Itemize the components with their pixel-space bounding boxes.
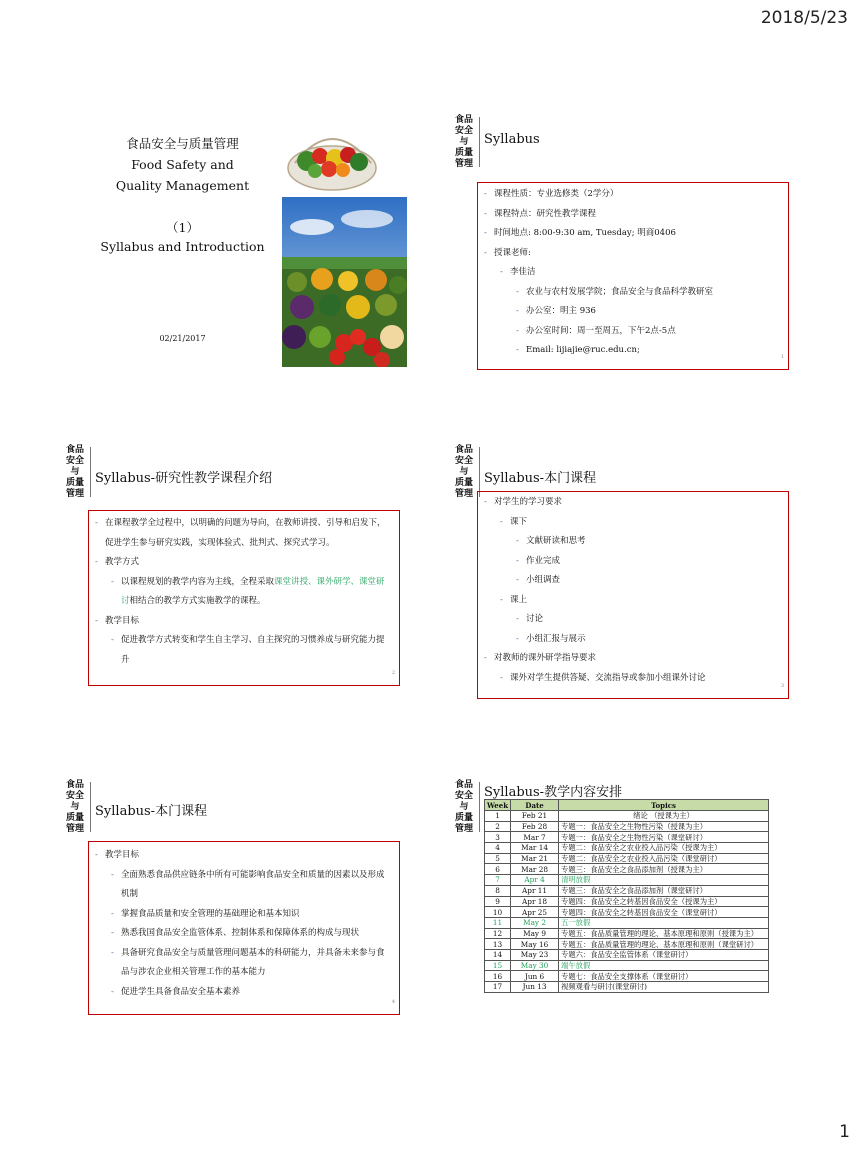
- slide-heading: Syllabus: [484, 132, 540, 147]
- schedule-table-wrap: [484, 799, 769, 993]
- table-row: [485, 917, 769, 928]
- date-cell: Feb 21: [511, 811, 559, 822]
- slide-number: 4: [391, 998, 395, 1005]
- date-cell: Mar 7: [511, 832, 559, 843]
- topic-cell: 端午放假: [559, 960, 769, 971]
- week-cell: 13: [485, 939, 511, 950]
- date-cell: May 16: [511, 939, 559, 950]
- date-cell: Feb 28: [511, 821, 559, 832]
- vegetable-basket-image: [285, 123, 380, 198]
- week-cell: 4: [485, 843, 511, 854]
- date-cell: May 9: [511, 928, 559, 939]
- table-row: [485, 928, 769, 939]
- course-title-en-line1: Food Safety and: [131, 157, 234, 172]
- topic-cell: 专题三：食品安全之食品添加剂（授课为主）: [559, 864, 769, 875]
- list-item: - 以课程规划的教学内容为主线，全程采取课堂讲授、课外研学、课堂研讨相结合的教学方式实施教学的课程。: [109, 573, 391, 612]
- topic-cell: 专题二：食品安全之农业投入品污染（课堂研讨）: [559, 853, 769, 864]
- divider: [479, 117, 480, 167]
- topic-cell: 专题六：食品安全监管体系（课堂研讨）: [559, 949, 769, 960]
- list-item: - 课下: [498, 513, 788, 533]
- topic-cell: 专题七：食品安全支撑体系（课堂研讨）: [559, 971, 769, 982]
- list-item: - 教学目标: [93, 846, 391, 866]
- part-number: （1）: [166, 220, 199, 235]
- list-item: - 作业完成: [514, 552, 788, 572]
- slide-teaching-goals: [64, 780, 404, 1035]
- slide-heading: Syllabus-本门课程: [484, 471, 597, 486]
- slide-heading: Syllabus-研究性教学课程介绍: [95, 471, 273, 486]
- slide-heading: Syllabus-教学内容安排: [484, 785, 623, 800]
- list-item: - 时间地点: 8:00-9:30 am, Tuesday; 明商0406: [482, 224, 788, 244]
- course-title-en-line2: Quality Management: [115, 178, 250, 193]
- list-item: - 教学方式: [93, 553, 391, 573]
- course-title-cn: 食品安全与质量管理: [126, 136, 239, 151]
- topic-cell: 视频观看与研讨(课堂研讨): [559, 982, 769, 993]
- table-row: [485, 971, 769, 982]
- slide-research-teaching: [64, 445, 404, 700]
- table-row: [485, 885, 769, 896]
- week-cell: 3: [485, 832, 511, 843]
- date-cell: Apr 25: [511, 907, 559, 918]
- list-item: - 促进学生具备食品安全基本素养: [109, 983, 391, 1003]
- list-item: - 小组汇报与展示: [514, 630, 788, 650]
- list-item: - 教学目标: [93, 612, 391, 632]
- slide-syllabus: [453, 115, 793, 370]
- highlight-text: 课堂讲授、课外研学、课堂研讨: [121, 576, 385, 606]
- topic-cell: 专题三：食品安全之食品添加剂（课堂研讨）: [559, 885, 769, 896]
- list-item: - 在课程教学全过程中，以明确的问题为导向，在教师讲授、引导和启发下，促进学生参与研究实践，实现体验式、批判式、探究式学习。: [93, 514, 391, 553]
- table-row: [485, 843, 769, 854]
- week-cell: 5: [485, 853, 511, 864]
- divider: [90, 447, 91, 497]
- week-cell: 1: [485, 811, 511, 822]
- list-item: - 对教师的课外研学指导要求: [482, 649, 788, 669]
- week-cell: 7: [485, 875, 511, 886]
- lecture-date: 02/21/2017: [159, 334, 206, 343]
- list-item: - 授课老师:: [482, 244, 788, 264]
- column-header: Week: [485, 800, 511, 811]
- slide-course-requirements: [453, 445, 793, 700]
- side-label: 食品 安全 与 质量 管理: [65, 445, 84, 499]
- table-row: [485, 982, 769, 993]
- week-cell: 8: [485, 885, 511, 896]
- lecture-subtitle: Syllabus and Introduction: [100, 239, 265, 254]
- table-row: [485, 811, 769, 822]
- content-box: [88, 510, 400, 686]
- table-row: [485, 875, 769, 886]
- week-cell: 17: [485, 982, 511, 993]
- list-item: - 文献研读和思考: [514, 532, 788, 552]
- slide-number: 2: [391, 669, 395, 676]
- list-item: - 熟悉我国食品安全监管体系、控制体系和保障体系的构成与现状: [109, 924, 391, 944]
- week-cell: 16: [485, 971, 511, 982]
- list-item: - 具备研究食品安全与质量管理问题基本的科研能力，并具备未来参与食品与涉农企业相关管理工作的基本能力: [109, 944, 391, 983]
- week-cell: 9: [485, 896, 511, 907]
- table-row: [485, 832, 769, 843]
- list-item: - 掌握食品质量和安全管理的基础理论和基本知识: [109, 905, 391, 925]
- table-row: [485, 821, 769, 832]
- column-header: Topics: [559, 800, 769, 811]
- topic-cell: 五一放假: [559, 917, 769, 928]
- topic-cell: 绪论 （授课为主）: [559, 811, 769, 822]
- content-box: [477, 491, 789, 699]
- date-cell: Mar 28: [511, 864, 559, 875]
- date-cell: Apr 11: [511, 885, 559, 896]
- schedule-table: [484, 799, 769, 993]
- slide-heading: Syllabus-本门课程: [95, 804, 208, 819]
- date-cell: Jun 13: [511, 982, 559, 993]
- week-cell: 6: [485, 864, 511, 875]
- week-cell: 2: [485, 821, 511, 832]
- side-label: 食品 安全 与 质量 管理: [454, 445, 473, 499]
- date-cell: Mar 14: [511, 843, 559, 854]
- topic-cell: 专题四：食品安全之转基因食品安全（课堂研讨）: [559, 907, 769, 918]
- week-cell: 15: [485, 960, 511, 971]
- table-row: [485, 949, 769, 960]
- week-cell: 11: [485, 917, 511, 928]
- date-cell: Jun 6: [511, 971, 559, 982]
- date-cell: May 30: [511, 960, 559, 971]
- content-box: [477, 182, 789, 370]
- date-cell: May 2: [511, 917, 559, 928]
- date-cell: Apr 4: [511, 875, 559, 886]
- table-row: [485, 896, 769, 907]
- topic-cell: 专题五：食品质量管理的理论、基本原理和原则（课堂研讨）: [559, 939, 769, 950]
- side-label: 食品 安全 与 质量 管理: [454, 780, 473, 834]
- table-row: [485, 939, 769, 950]
- topic-cell: 清明放假: [559, 875, 769, 886]
- list-item: - 办公室：明主 936: [514, 302, 788, 322]
- date-cell: Apr 18: [511, 896, 559, 907]
- vegetable-field-photo: [282, 197, 407, 367]
- divider: [479, 782, 480, 832]
- topic-cell: 专题四：食品安全之转基因食品安全（授课为主）: [559, 896, 769, 907]
- table-row: [485, 864, 769, 875]
- slide-schedule: [453, 780, 793, 1035]
- table-row: [485, 960, 769, 971]
- week-cell: 10: [485, 907, 511, 918]
- list-item: - 课程性质：专业选修类（2学分）: [482, 185, 788, 205]
- week-cell: 12: [485, 928, 511, 939]
- date-cell: May 23: [511, 949, 559, 960]
- list-item: - 李佳洁: [498, 263, 788, 283]
- week-cell: 14: [485, 949, 511, 960]
- list-item: - 促进教学方式转变和学生自主学习、自主探究的习惯养成与研究能力提升: [109, 631, 391, 670]
- side-label: 食品 安全 与 质量 管理: [65, 780, 84, 834]
- topic-cell: 专题一：食品安全之生物性污染（授课为主）: [559, 821, 769, 832]
- date-cell: Mar 21: [511, 853, 559, 864]
- slide-title: [90, 115, 430, 370]
- side-label: 食品 安全 与 质量 管理: [454, 115, 473, 169]
- list-item: - 课上: [498, 591, 788, 611]
- divider: [90, 782, 91, 832]
- table-row: [485, 853, 769, 864]
- divider: [479, 447, 480, 497]
- slide-number: 3: [780, 682, 784, 689]
- table-row: [485, 907, 769, 918]
- list-item: - 对学生的学习要求: [482, 493, 788, 513]
- topic-cell: 专题五：食品质量管理的理论、基本原理和原则（授课为主）: [559, 928, 769, 939]
- list-item: - 讨论: [514, 610, 788, 630]
- topic-cell: 专题一：食品安全之生物性污染（课堂研讨）: [559, 832, 769, 843]
- list-item: - 课外对学生提供答疑、交流指导或参加小组课外讨论: [498, 669, 788, 689]
- slide-number: 1: [780, 353, 784, 360]
- list-item: - 小组调查: [514, 571, 788, 591]
- list-item: - 全面熟悉食品供应链条中所有可能影响食品安全和质量的因素以及形成机制: [109, 866, 391, 905]
- list-item: - 农业与农村发展学院；食品安全与食品科学教研室: [514, 283, 788, 303]
- print-date: 2018/5/23: [760, 8, 848, 28]
- list-item: - 课程特点：研究性教学课程: [482, 205, 788, 225]
- topic-cell: 专题二：食品安全之农业投入品污染（授课为主）: [559, 843, 769, 854]
- page-number: 1: [839, 1122, 850, 1142]
- list-item: - 办公室时间：周一至周五，下午2点-5点: [514, 322, 788, 342]
- column-header: Date: [511, 800, 559, 811]
- content-box: [88, 841, 400, 1015]
- list-item: - Email: lijiajie@ruc.edu.cn;: [514, 341, 788, 361]
